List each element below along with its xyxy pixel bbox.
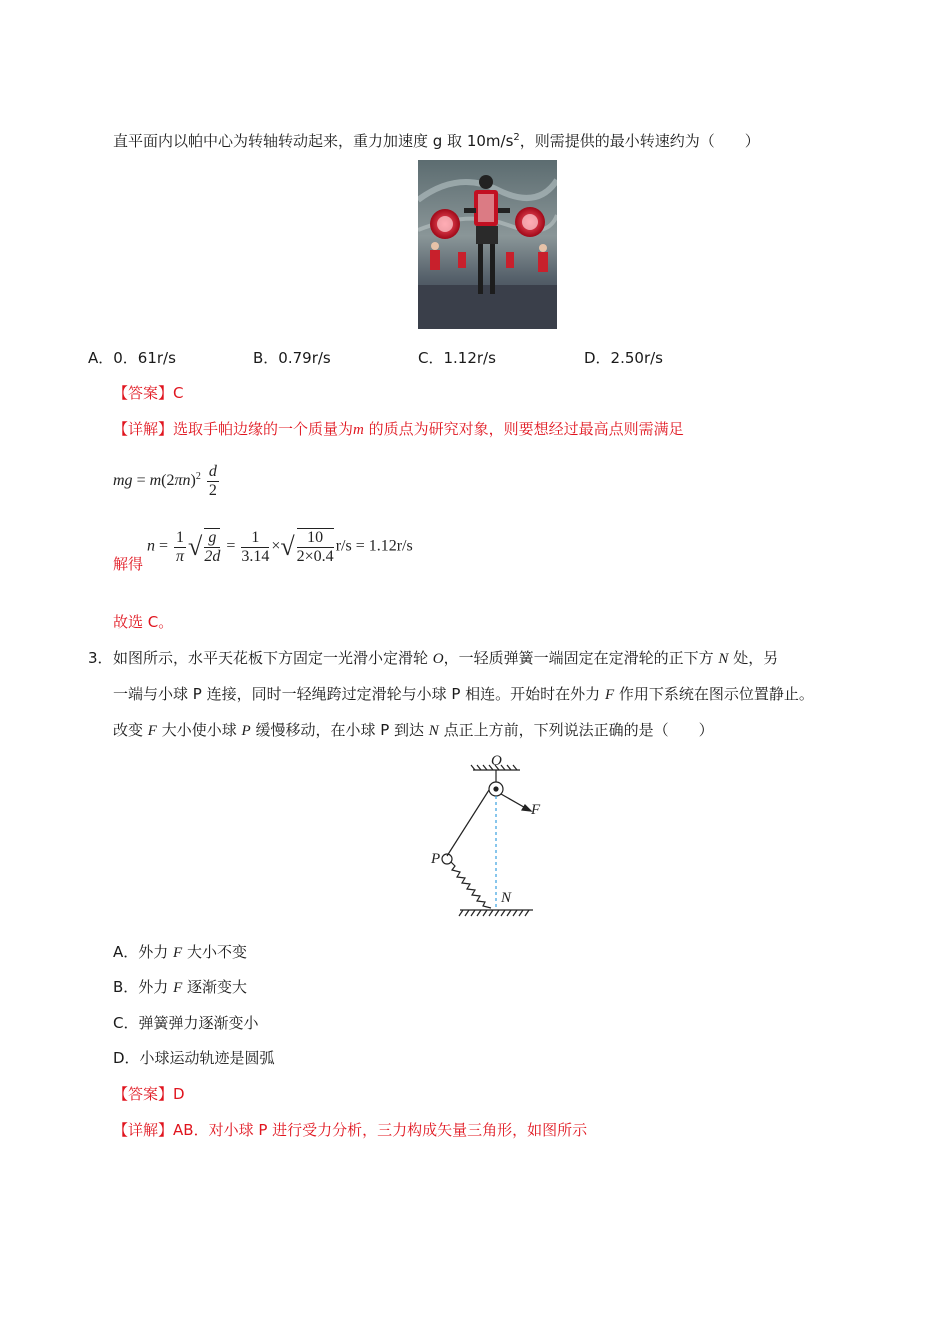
q3-number: 3． [88, 649, 113, 667]
eq2-r1-num: g [204, 529, 220, 548]
eq1-square: 2 [195, 470, 201, 482]
q2-answer [113, 383, 184, 403]
eq1-paren: (2 [161, 472, 175, 490]
answer-tag: 【答案】 [113, 384, 174, 402]
option-text: 大小不变 [182, 943, 247, 961]
pulley-spring-diagram [425, 752, 545, 922]
q2-detail [113, 419, 684, 440]
sqrt-sign-1: √ [188, 532, 203, 561]
eq2-frac-1 [174, 529, 186, 566]
eq2-r1-den: 2d [204, 548, 221, 565]
eq1-paren-close: ) [190, 472, 196, 490]
q2-stem-text: 直平面内以帕中心为转轴转动起来，重力加速度 g 取 10m/s [113, 132, 514, 150]
q3-option-c [113, 1013, 258, 1033]
detail-tag: 【详解】 [113, 1121, 174, 1139]
eq1-equals: = [132, 472, 150, 490]
detail-text: 选取手帕边缘的一个质量为 [173, 420, 354, 438]
diagram-label-F: F [531, 802, 541, 818]
eq2-f1-num: 1 [176, 528, 185, 546]
q3-stem-line-1 [113, 648, 778, 669]
q3-stem-line-3 [113, 720, 714, 741]
q2-conclusion: 故选 C。 [113, 613, 174, 631]
detail-var-m: m [353, 422, 364, 438]
q2-option-a: A．0．61r/s [88, 349, 176, 367]
equation-2 [147, 528, 413, 566]
q3-detail [113, 1120, 587, 1140]
q3-text: 如图所示，水平天花板下方固定一光滑小定滑轮 [113, 649, 433, 667]
answer-tag: 【答案】 [113, 1085, 174, 1103]
eq2-n: n [147, 537, 155, 555]
option-text: 逐渐变大 [182, 978, 248, 996]
q2-option-d: D．2.50r/s [584, 349, 663, 367]
q3-option-d [113, 1048, 275, 1068]
q3-var-N: N [428, 723, 439, 739]
q3-text: 改变 [113, 721, 148, 739]
diagram-label-N: N [501, 890, 512, 906]
q2-option-b: B．0.79r/s [253, 349, 331, 367]
sqrt-sign-2: √ [280, 532, 295, 561]
q3-answer [113, 1084, 185, 1104]
q3-text: 点正上方前，下列说法正确的是（ ） [438, 721, 714, 739]
q3-text: 一端与小球 P 连接，同时一轻绳跨过定滑轮与小球 P 相连。开始时在外力 [113, 685, 605, 703]
eq2-equals: = [155, 537, 173, 555]
robot-performance-photo [418, 160, 557, 329]
option-var: F [173, 980, 183, 996]
option-var: F [173, 945, 183, 961]
eq2-unit: r/s [335, 537, 352, 555]
q3-option-b [113, 977, 247, 998]
eq1-n: n [182, 472, 191, 490]
q2-option-c: C．1.12r/s [418, 349, 496, 367]
answer-value: C [173, 384, 184, 402]
eq1-m: m [149, 472, 162, 490]
eq1-pi: π [174, 472, 183, 490]
q3-text: 缓慢移动，在小球 P 到达 [250, 721, 429, 739]
eq2-equals-2: = [222, 537, 240, 555]
q3-text: 作用下系统在图示位置静止。 [614, 685, 814, 703]
equation-1 [113, 463, 221, 500]
option-text: C．弹簧弹力逐渐变小 [113, 1014, 259, 1032]
eq1-frac-den: 2 [208, 482, 217, 499]
detail-text: AB．对小球 P 进行受力分析，三力构成矢量三角形，如图所示 [173, 1121, 588, 1139]
answer-value: D [173, 1085, 185, 1103]
eq2-equals-3: = [351, 537, 369, 555]
eq1-frac-num: d [208, 463, 217, 480]
option-text: D．小球运动轨迹是圆弧 [113, 1049, 275, 1067]
q3-text: ，一轻质弹簧一端固定在定滑轮的正下方 [443, 649, 719, 667]
q3-option-a [113, 942, 247, 963]
eq2-times: × [271, 537, 281, 555]
eq2-f1-den: π [176, 547, 185, 565]
q3-var-P: P [241, 723, 251, 739]
diagram-label-O: O [491, 753, 502, 769]
eq2-result: 1.12r/s [368, 537, 413, 555]
diagram-label-P: P [431, 851, 441, 867]
q3-stem-line-2 [113, 684, 814, 705]
option-text: A．外力 [113, 943, 174, 961]
eq2-prefix: 解得 [113, 555, 144, 573]
q2-stem-sup: 2 [513, 132, 520, 143]
q3-text: 处，另 [728, 649, 779, 667]
eq2-f2-num: 1 [241, 529, 269, 548]
q3-var-N: N [718, 651, 729, 667]
eq2-root-2 [297, 528, 334, 566]
eq1-lhs: mg [113, 472, 133, 490]
q3-var-O: O [432, 651, 444, 667]
eq2-frac-2 [241, 529, 269, 566]
eq2-root-1 [204, 528, 220, 566]
q2-stem-text-b: ，则需提供的最小转速约为（ ） [519, 132, 760, 150]
q3-var-F: F [604, 687, 615, 703]
q2-stem [113, 128, 760, 151]
option-text: B．外力 [113, 978, 174, 996]
q3-text: 大小使小球 [156, 721, 242, 739]
eq1-fraction [207, 463, 219, 500]
eq2-r2-den: 2×0.4 [296, 548, 334, 565]
detail-text-b: 的质点为研究对象，则要想经过最高点则需满足 [363, 420, 684, 438]
eq2-f2-den: 3.14 [241, 547, 270, 565]
detail-tag: 【详解】 [113, 420, 174, 438]
eq2-r2-num: 10 [297, 529, 334, 548]
q3-var-F: F [147, 723, 157, 739]
